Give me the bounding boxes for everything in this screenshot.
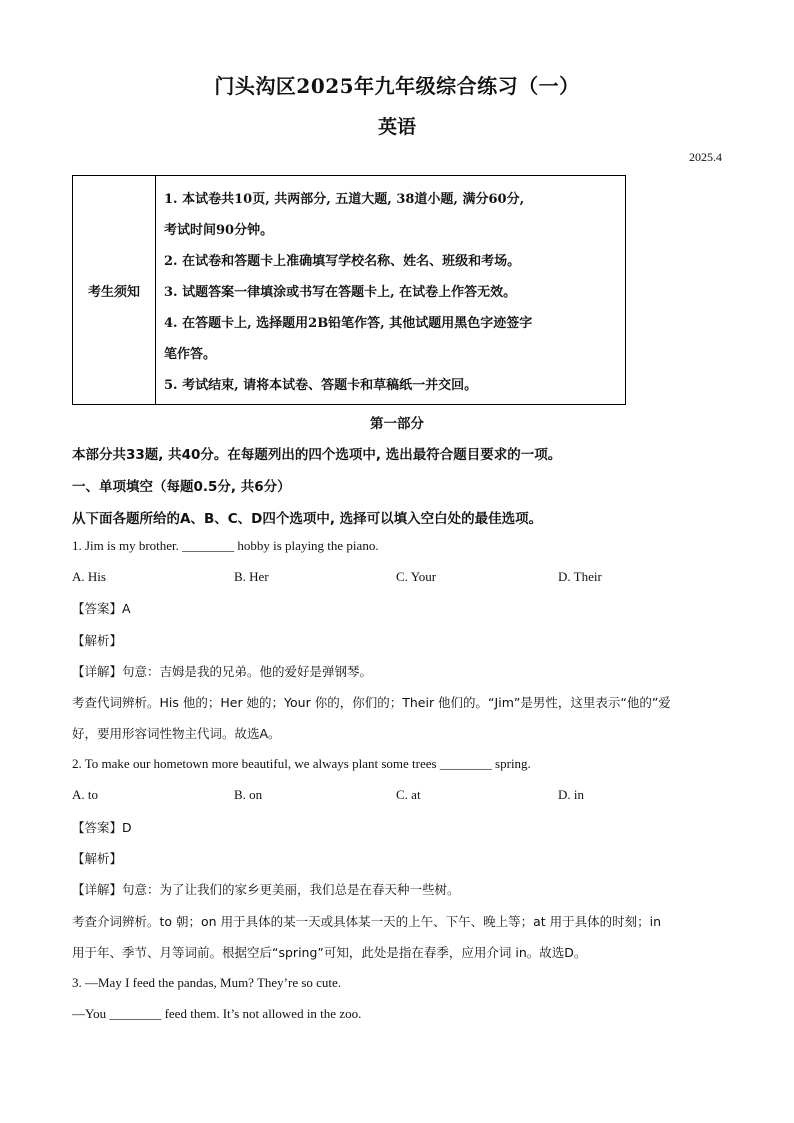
question-2-answer: 【答案】D: [72, 820, 132, 835]
question-2-option-b: B. on: [234, 787, 263, 802]
question-2-option-d: D. in: [558, 787, 584, 802]
notice-label: 考生须知: [73, 176, 156, 404]
question-3-stem: —You ________ feed them. It’s not allowed in the zoo.: [72, 1006, 362, 1021]
part-intro: 本部分共33题, 共40分。在每题列出的四个选项中, 选出最符合题目要求的一项。: [72, 447, 562, 463]
question-1-option-b: B. Her: [234, 569, 269, 584]
question-1-stem: 1. Jim is my brother. ________ hobby is playing the piano.: [72, 538, 379, 553]
section-instruction: 从下面各题所给的A、B、C、D四个选项中, 选择可以填入空白处的最佳选项。: [72, 511, 543, 527]
question-3-stem: 3. —May I feed the pandas, Mum? They’re so cute.: [72, 975, 342, 990]
notice-line: 4. 在答题卡上, 选择题用2B铅笔作答, 其他试题用黑色字迹签字: [164, 316, 533, 331]
question-1-option-d: D. Their: [558, 569, 602, 584]
notice-body: [156, 176, 625, 404]
part-heading: 第一部分: [370, 416, 424, 432]
notice-line: 5. 考试结束, 请将本试卷、答题卡和草稿纸一并交回。: [164, 378, 478, 393]
question-1-analysis: 【解析】: [72, 633, 123, 648]
section-title: 一、单项填空（每题0.5分, 共6分）: [72, 479, 291, 495]
question-2-option-c: C. at: [396, 787, 421, 802]
question-1-answer: 【答案】A: [72, 601, 131, 616]
question-1-detail: 【详解】句意：吉姆是我的兄弟。他的爱好是弹钢琴。: [72, 664, 373, 679]
exam-title: 门头沟区2025年九年级综合练习（一）: [214, 74, 580, 98]
notice-line: 1. 本试卷共10页, 共两部分, 五道大题, 38道小题, 满分60分,: [164, 192, 525, 207]
question-1-option-c: C. Your: [396, 569, 437, 584]
question-2-detail: 考查介词辨析。to 朝；on 用于具体的某一天或具体某一天的上午、下午、晚上等；at 用于具体的时刻；in: [72, 914, 661, 929]
notice-line: 3. 试题答案一律填涂或书写在答题卡上, 在试卷上作答无效。: [164, 285, 517, 300]
notice-line: 笔作答。: [164, 347, 217, 362]
question-1-detail: 好，要用形容词性物主代词。故选A。: [72, 726, 281, 741]
question-2-stem: 2. To make our hometown more beautiful, we always plant some trees ________ spring.: [72, 756, 531, 771]
question-1-detail: 考查代词辨析。His 他的；Her 她的；Your 你的，你们的；Their 他们的。“Jim”是男性，这里表示“他的”爱: [72, 695, 671, 710]
question-1-option-a: A. His: [72, 569, 106, 584]
exam-date: 2025.4: [689, 150, 722, 164]
notice-line: 考试时间90分钟。: [164, 223, 274, 238]
candidate-notice-box: [72, 175, 626, 405]
question-2-detail: 用于年、季节、月等词前。根据空后“spring”可知，此处是指在春季，应用介词 in。故选D。: [72, 945, 587, 960]
question-2-option-a: A. to: [72, 787, 98, 802]
question-2-detail: 【详解】句意：为了让我们的家乡更美丽，我们总是在春天种一些树。: [72, 882, 460, 897]
notice-line: 2. 在试卷和答题卡上准确填写学校名称、姓名、班级和考场。: [164, 254, 521, 269]
subject-title: 英语: [377, 116, 416, 138]
question-2-analysis: 【解析】: [72, 851, 123, 866]
